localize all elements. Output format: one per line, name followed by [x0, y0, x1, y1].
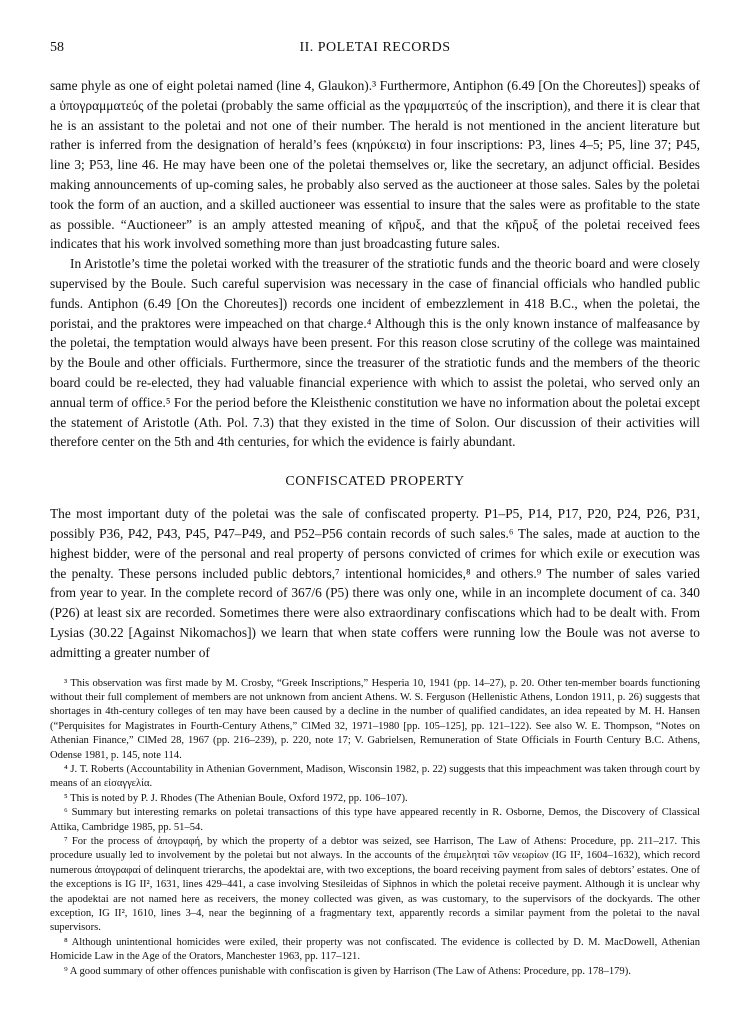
paragraph-1: same phyle as one of eight poletai named (line 4, Glaukon).³ Furthermore, Antiphon (6.49 [On the Choreutes]) speaks of a ὑπογραμματεύς of the poletai (probably the same official as the γραμματεύς of the inscription), and there it is clear that he is an assistant to the poletai and not one of their number. The herald is not mentioned in the ancient literature but rather is inferred from the designation of herald’s fees (κηρύκεια) in four inscriptions: P3, lines 4–5; P5, line 37; P45, line 3; P53, line 46. He may have been one of the poletai themselves or, like the secretary, an adjunct official. Besides making announcements of up-coming sales, he probably also served as the auctioneer at those sales. Sales by the poletai took the form of an auction, and a skilled auctioneer was essential to insure that the sales were as profitable to the state as possible. “Auctioneer” is an amply attested meaning of κῆρυξ, and that the κῆρυξ of the poletai received fees indicates that his work involved something more than just broadcasting future sales. — [50, 78, 700, 252]
main-text — [50, 76, 700, 452]
book-page — [50, 40, 700, 1010]
footnotes — [50, 677, 700, 980]
footnote-3: ³ This observation was first made by M. Crosby, “Greek Inscriptions,” Hesperia 10, 1941 (pp. 14–27), p. 20. Other ten-member boards functioning without their full complement of members are not unknown from ancient Athens. W. S. Ferguson (Hellenistic Athens, London 1911, p. 26) suggests that shortages in 4th-century colleges of ten may have been caused by a decline in the number of qualified candidates, an idea repeated by M. H. Hansen (“Perquisites for Magistrates in Fourth-Century Athens,” ClMed 32, 1971–1980 [pp. 105–125], pp. 121–122). See also W. E. Thompson, “Notes on Athenian Finance,” ClMed 28, 1967 (pp. 216–239), p. 220, note 17; V. Gabrielsen, Remuneration of State Officials in Fourth Century B.C. Athens, Odense 1981, p. 145, note 114. — [50, 677, 700, 761]
page-header — [50, 40, 700, 62]
section-heading: CONFISCATED PROPERTY — [285, 474, 465, 490]
section-paragraph: The most important duty of the poletai was the sale of confiscated property. P1–P5, P14, P17, P20, P24, P26, P31, possibly P36, P42, P43, P45, P47–P49, and P52–P56 contain records of such sales.⁶ The sales, made at auction to the highest bidder, were of the personal and real property of persons convicted of crimes for which exile or execution was the penalty. These persons included public debtors,⁷ intentional homicides,⁸ and others.⁹ The number of sales varied from year to year. In the complete record of 367/6 (P5) there was only one, while in an incomplete document of ca. 340 (P26) at least six are recorded. Sometimes there were also extraordinary confiscations which had to be dealt with. From Lysias (30.22 [Against Nikomachos]) we learn that when state coffers were running low the Boule was not averse to admitting a greater number of — [50, 506, 700, 660]
section-text — [50, 504, 700, 662]
running-title: II. POLETAI RECORDS — [299, 40, 451, 55]
footnote-8: ⁸ Although unintentional homicides were exiled, their property was not confiscated. The evidence is collected by D. M. MacDowell, Athenian Homicide Law in the Age of the Orators, Manchester 1963, pp. 117–121. — [50, 936, 700, 963]
footnote-6: ⁶ Summary but interesting remarks on poletai transactions of this type have appeared recently in R. Osborne, Demos, the Discovery of Classical Attika, Cambridge 1985, pp. 51–54. — [50, 807, 700, 833]
footnote-9: ⁹ A good summary of other offences punishable with confiscation is given by Harrison (The Law of Athens: Procedure, pp. 178–179). — [64, 965, 631, 977]
page-number: 58 — [50, 40, 64, 55]
paragraph-2: In Aristotle’s time the poletai worked with the treasurer of the stratiotic funds and the theoric board and were closely supervised by the Boule. Such careful supervision was necessary in the case of financial officials who handled public funds. Antiphon (6.49 [On the Choreutes]) records one incident of embezzlement in 418 B.C., when the poletai, the poristai, and the praktores were impeached on that charge.⁴ Although this is the only known instance of malfeasance by the poletai, the temptation would always have been present. For this reason close scrutiny of the college was maintained by the Boule and other officials. Furthermore, since the treasurer of the stratiotic funds and the members of the theoric board could be re-elected, they had valuable financial experience with which to assist the poletai, who served only an annual term of office.⁵ For the period before the Kleisthenic constitution we have no information about the poletai except the statement of Aristotle (Ath. Pol. 7.3) that they existed in the time of Solon. Our discussion of their activities will therefore center on the 5th and 4th centuries, for which the evidence is fairly abundant. — [50, 256, 700, 450]
footnote-7: ⁷ For the process of ἀπογραφή, by which the property of a debtor was seized, see Harrison, The Law of Athens: Procedure, pp. 211–217. This procedure usually led to involvement by the poletai but not always. In the accounts of the ἐπιμεληταὶ τῶν νεωρίων (IG II², 1604–1632), which record numerous ἀπογραφαί of delinquent trierarchs, the apodektai are, with two exceptions, the board receiving payment from sales of debtors’ estates. One of the exceptions is IG II², 1631, lines 429–441, a case involving Stesileidas of Siphnos in which the poletai receive payment. Although it is unclear why the apodektai are not named here as receivers, the money collected was given, as was customary, to the supervisors of the dockyards. The other exception, IG II², 1610, lines 3–4, near the beginning of a fragmentary text, apparently records a similar payment from the poletai to the naval supervisors. — [50, 835, 700, 934]
footnote-4: ⁴ J. T. Roberts (Accountability in Athenian Government, Madison, Wisconsin 1982, p. 22) suggests that this impeachment was taken through court by means of an εἰσαγγελία. — [50, 763, 700, 790]
footnote-5: ⁵ This is noted by P. J. Rhodes (The Athenian Boule, Oxford 1972, pp. 106–107). — [64, 792, 408, 804]
